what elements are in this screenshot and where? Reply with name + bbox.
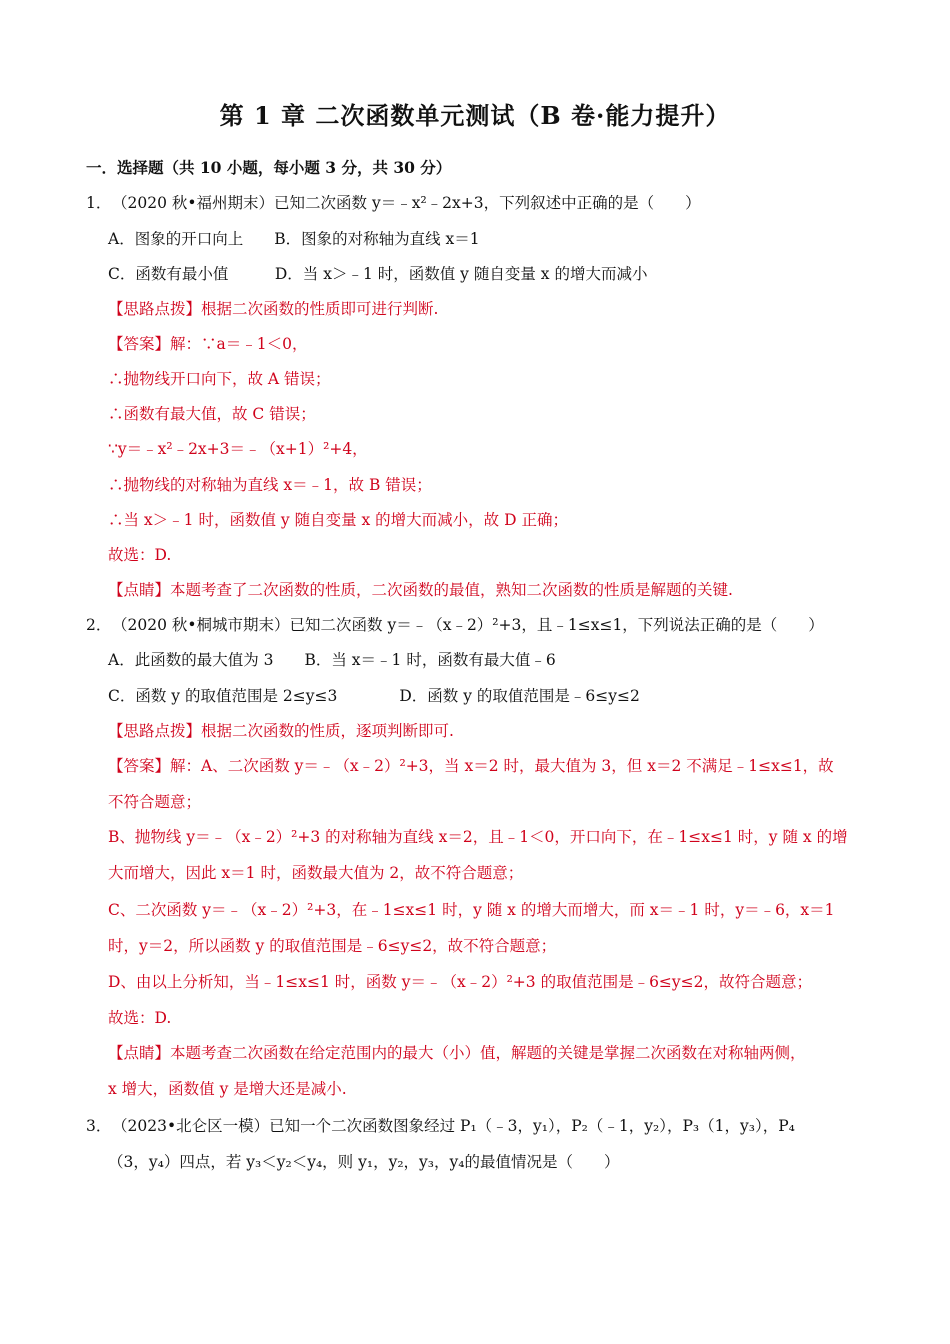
answer-line: 不符合题意；	[108, 793, 202, 811]
page-title: 第 1 章 二次函数单元测试（B 卷·能力提升）	[219, 101, 731, 130]
options-ab: A．图象的开口向上 B．图象的对称轴为直线 x＝1	[108, 230, 480, 248]
answer-line: ∴抛物线的对称轴为直线 x＝﹣1，故 B 错误；	[108, 476, 432, 494]
options-cd: C．函数有最小值 D．当 x＞﹣1 时，函数值 y 随自变量 x 的增大而减小	[108, 265, 648, 283]
answer-choice: 故选：D.	[108, 546, 172, 564]
answer-line: B、抛物线 y＝﹣（x﹣2）²+3 的对称轴为直线 x＝2，且﹣1＜0，开口向下，在﹣1≤x≤1 时，y 随 x 的增	[108, 828, 848, 846]
answer-choice: 故选：D.	[108, 1009, 172, 1027]
question-stem: （2023•北仑区一模）已知一个二次函数图象经过 P₁（﹣3，y₁），P₂（﹣1，y₂），P₃（1，y₃），P₄	[112, 1117, 795, 1135]
answer-line: 【答案】解：A、二次函数 y＝﹣（x﹣2）²+3，当 x＝2 时，最大值为 3，但 x＝2 不满足﹣1≤x≤1，故	[108, 757, 834, 775]
options-ab: A．此函数的最大值为 3 B．当 x＝﹣1 时，函数有最大值﹣6	[108, 651, 556, 669]
question-number: 3．	[86, 1117, 112, 1135]
options-cd: C．函数 y 的取值范围是 2≤y≤3 D．函数 y 的取值范围是﹣6≤y≤2	[108, 687, 640, 705]
answer-line: ∴当 x＞﹣1 时，函数值 y 随自变量 x 的增大而减小，故 D 正确；	[108, 511, 568, 529]
answer-line: ∵y＝﹣x²﹣2x+3＝﹣（x+1）²+4，	[108, 440, 368, 458]
hint-text: 【思路点拨】根据二次函数的性质即可进行判断.	[108, 300, 439, 318]
hint-text: 【思路点拨】根据二次函数的性质，逐项判断即可.	[108, 722, 454, 740]
comment-text: 【点睛】本题考查二次函数在给定范围内的最大（小）值，解题的关键是掌握二次函数在对称轴两侧，	[108, 1044, 806, 1062]
answer-line: 大而增大，因此 x＝1 时，函数最大值为 2，故不符合题意；	[108, 864, 524, 882]
answer-line: C、二次函数 y＝﹣（x﹣2）²+3，在﹣1≤x≤1 时，y 随 x 的增大而增大，而 x＝﹣1 时，y＝﹣6，x＝1	[108, 901, 835, 919]
question-stem: （2020 秋•福州期末）已知二次函数 y＝﹣x²﹣2x+3，下列叙述中正确的是（ ）	[112, 194, 701, 212]
answer-line: 【答案】解：∵a＝﹣1＜0，	[108, 335, 308, 353]
answer-line: ∴函数有最大值，故 C 错误；	[108, 405, 316, 423]
answer-line: 时，y＝2，所以函数 y 的取值范围是﹣6≤y≤2，故不符合题意；	[108, 937, 557, 955]
question-stem: （2020 秋•桐城市期末）已知二次函数 y＝﹣（x﹣2）²+3，且﹣1≤x≤1，下列说法正确的是（ ）	[112, 616, 824, 634]
answer-line: D、由以上分析知，当﹣1≤x≤1 时，函数 y＝﹣（x﹣2）²+3 的取值范围是﹣6≤y≤2，故符合题意；	[108, 973, 813, 991]
question-number: 2．	[86, 616, 112, 634]
question-stem: （3，y₄）四点，若 y₃＜y₂＜y₄，则 y₁，y₂，y₃，y₄的最值情况是（ ）	[108, 1153, 620, 1171]
question-number: 1．	[86, 194, 112, 212]
answer-line: ∴抛物线开口向下，故 A 错误；	[108, 370, 331, 388]
comment-text: x 增大，函数值 y 是增大还是减小.	[108, 1080, 347, 1098]
comment-text: 【点睛】本题考查了二次函数的性质，二次函数的最值，熟知二次函数的性质是解题的关键.	[108, 581, 733, 599]
section-heading: 一．选择题（共 10 小题，每小题 3 分，共 30 分）	[86, 158, 452, 177]
